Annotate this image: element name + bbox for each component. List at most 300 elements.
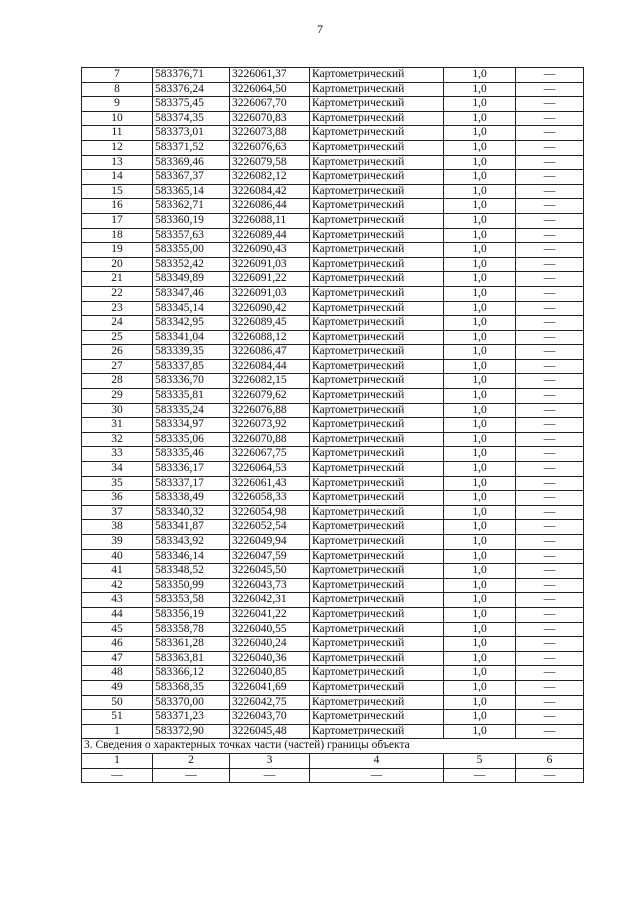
y-coordinate-cell: 3226086,47 — [230, 345, 310, 360]
description-cell: — — [516, 199, 584, 214]
table-row — [82, 286, 584, 301]
table-row — [82, 680, 584, 695]
description-cell: — — [516, 272, 584, 287]
accuracy-cell: 1,0 — [444, 140, 516, 155]
description-cell: — — [516, 564, 584, 579]
method-cell: Картометрический — [310, 111, 444, 126]
point-number-cell: 32 — [82, 432, 153, 447]
accuracy-cell: 1,0 — [444, 286, 516, 301]
table-row — [82, 403, 584, 418]
section3-header-cell: 5 — [444, 753, 516, 768]
accuracy-cell: 1,0 — [444, 724, 516, 739]
table-row — [82, 432, 584, 447]
table-row — [82, 301, 584, 316]
point-number-cell: 13 — [82, 155, 153, 170]
table-row — [82, 651, 584, 666]
y-coordinate-cell: 3226043,70 — [230, 710, 310, 725]
point-number-cell: 14 — [82, 170, 153, 185]
method-cell: Картометрический — [310, 82, 444, 97]
point-number-cell: 44 — [82, 607, 153, 622]
point-number-cell: 7 — [82, 68, 153, 83]
table-row — [82, 359, 584, 374]
x-coordinate-cell: 583361,28 — [153, 637, 230, 652]
table-row — [82, 666, 584, 681]
x-coordinate-cell: 583336,70 — [153, 374, 230, 389]
x-coordinate-cell: 583337,85 — [153, 359, 230, 374]
method-cell: Картометрический — [310, 710, 444, 725]
description-cell: — — [516, 724, 584, 739]
table-row — [82, 82, 584, 97]
section3-block — [82, 739, 584, 783]
method-cell: Картометрический — [310, 97, 444, 112]
accuracy-cell: 1,0 — [444, 710, 516, 725]
x-coordinate-cell: 583342,95 — [153, 316, 230, 331]
x-coordinate-cell: 583372,90 — [153, 724, 230, 739]
method-cell: Картометрический — [310, 622, 444, 637]
x-coordinate-cell: 583369,46 — [153, 155, 230, 170]
table-row — [82, 549, 584, 564]
y-coordinate-cell: 3226067,70 — [230, 97, 310, 112]
y-coordinate-cell: 3226040,85 — [230, 666, 310, 681]
y-coordinate-cell: 3226079,62 — [230, 389, 310, 404]
x-coordinate-cell: 583347,46 — [153, 286, 230, 301]
accuracy-cell: 1,0 — [444, 637, 516, 652]
point-number-cell: 18 — [82, 228, 153, 243]
x-coordinate-cell: 583335,46 — [153, 447, 230, 462]
x-coordinate-cell: 583355,00 — [153, 243, 230, 258]
y-coordinate-cell: 3226088,12 — [230, 330, 310, 345]
accuracy-cell: 1,0 — [444, 549, 516, 564]
x-coordinate-cell: 583367,37 — [153, 170, 230, 185]
accuracy-cell: 1,0 — [444, 695, 516, 710]
y-coordinate-cell: 3226079,58 — [230, 155, 310, 170]
table-row — [82, 447, 584, 462]
accuracy-cell: 1,0 — [444, 243, 516, 258]
x-coordinate-cell: 583357,63 — [153, 228, 230, 243]
y-coordinate-cell: 3226054,98 — [230, 505, 310, 520]
accuracy-cell: 1,0 — [444, 97, 516, 112]
method-cell: Картометрический — [310, 155, 444, 170]
point-number-cell: 37 — [82, 505, 153, 520]
y-coordinate-cell: 3226042,75 — [230, 695, 310, 710]
x-coordinate-cell: 583341,04 — [153, 330, 230, 345]
description-cell: — — [516, 330, 584, 345]
point-number-cell: 22 — [82, 286, 153, 301]
x-coordinate-cell: 583336,17 — [153, 462, 230, 477]
section3-header-cell: 2 — [153, 753, 230, 768]
point-number-cell: 11 — [82, 126, 153, 141]
description-cell: — — [516, 637, 584, 652]
y-coordinate-cell: 3226067,75 — [230, 447, 310, 462]
point-number-cell: 12 — [82, 140, 153, 155]
table-row — [82, 184, 584, 199]
x-coordinate-cell: 583353,58 — [153, 593, 230, 608]
description-cell: — — [516, 462, 584, 477]
description-cell: — — [516, 535, 584, 550]
accuracy-cell: 1,0 — [444, 213, 516, 228]
x-coordinate-cell: 583358,78 — [153, 622, 230, 637]
method-cell: Картометрический — [310, 724, 444, 739]
y-coordinate-cell: 3226089,45 — [230, 316, 310, 331]
x-coordinate-cell: 583350,99 — [153, 578, 230, 593]
description-cell: — — [516, 345, 584, 360]
method-cell: Картометрический — [310, 491, 444, 506]
x-coordinate-cell: 583345,14 — [153, 301, 230, 316]
section3-header-cell: 1 — [82, 753, 153, 768]
table-row — [82, 535, 584, 550]
accuracy-cell: 1,0 — [444, 126, 516, 141]
description-cell: — — [516, 97, 584, 112]
y-coordinate-cell: 3226091,22 — [230, 272, 310, 287]
table-row — [82, 622, 584, 637]
description-cell: — — [516, 155, 584, 170]
method-cell: Картометрический — [310, 286, 444, 301]
point-number-cell: 8 — [82, 82, 153, 97]
table-row — [82, 505, 584, 520]
point-number-cell: 17 — [82, 213, 153, 228]
point-number-cell: 23 — [82, 301, 153, 316]
accuracy-cell: 1,0 — [444, 622, 516, 637]
method-cell: Картометрический — [310, 549, 444, 564]
x-coordinate-cell: 583339,35 — [153, 345, 230, 360]
coordinates-table — [81, 67, 584, 783]
method-cell: Картометрический — [310, 68, 444, 83]
description-cell: — — [516, 491, 584, 506]
y-coordinate-cell: 3226076,63 — [230, 140, 310, 155]
description-cell: — — [516, 213, 584, 228]
method-cell: Картометрический — [310, 359, 444, 374]
table-row — [82, 695, 584, 710]
description-cell: — — [516, 170, 584, 185]
method-cell: Картометрический — [310, 213, 444, 228]
x-coordinate-cell: 583335,81 — [153, 389, 230, 404]
y-coordinate-cell: 3226070,83 — [230, 111, 310, 126]
method-cell: Картометрический — [310, 199, 444, 214]
method-cell: Картометрический — [310, 272, 444, 287]
accuracy-cell: 1,0 — [444, 520, 516, 535]
point-number-cell: 46 — [82, 637, 153, 652]
accuracy-cell: 1,0 — [444, 345, 516, 360]
description-cell: — — [516, 578, 584, 593]
point-number-cell: 1 — [82, 724, 153, 739]
method-cell: Картометрический — [310, 680, 444, 695]
description-cell: — — [516, 447, 584, 462]
point-number-cell: 36 — [82, 491, 153, 506]
description-cell: — — [516, 476, 584, 491]
description-cell: — — [516, 432, 584, 447]
description-cell: — — [516, 140, 584, 155]
method-cell: Картометрический — [310, 447, 444, 462]
description-cell: — — [516, 243, 584, 258]
accuracy-cell: 1,0 — [444, 68, 516, 83]
x-coordinate-cell: 583338,49 — [153, 491, 230, 506]
y-coordinate-cell: 3226073,88 — [230, 126, 310, 141]
table-row — [82, 68, 584, 83]
point-number-cell: 24 — [82, 316, 153, 331]
accuracy-cell: 1,0 — [444, 257, 516, 272]
point-number-cell: 33 — [82, 447, 153, 462]
accuracy-cell: 1,0 — [444, 403, 516, 418]
description-cell: — — [516, 359, 584, 374]
table-row — [82, 724, 584, 739]
y-coordinate-cell: 3226089,44 — [230, 228, 310, 243]
method-cell: Картометрический — [310, 564, 444, 579]
page-number: 7 — [317, 22, 323, 36]
x-coordinate-cell: 583346,14 — [153, 549, 230, 564]
table-row — [82, 97, 584, 112]
method-cell: Картометрический — [310, 126, 444, 141]
method-cell: Картометрический — [310, 476, 444, 491]
method-cell: Картометрический — [310, 374, 444, 389]
x-coordinate-cell: 583334,97 — [153, 418, 230, 433]
accuracy-cell: 1,0 — [444, 170, 516, 185]
accuracy-cell: 1,0 — [444, 359, 516, 374]
accuracy-cell: 1,0 — [444, 82, 516, 97]
table-row — [82, 710, 584, 725]
point-number-cell: 25 — [82, 330, 153, 345]
method-cell: Картометрический — [310, 505, 444, 520]
y-coordinate-cell: 3226064,53 — [230, 462, 310, 477]
accuracy-cell: 1,0 — [444, 564, 516, 579]
accuracy-cell: 1,0 — [444, 316, 516, 331]
accuracy-cell: 1,0 — [444, 505, 516, 520]
description-cell: — — [516, 111, 584, 126]
table-row — [82, 213, 584, 228]
method-cell: Картометрический — [310, 578, 444, 593]
description-cell: — — [516, 680, 584, 695]
accuracy-cell: 1,0 — [444, 199, 516, 214]
y-coordinate-cell: 3226061,43 — [230, 476, 310, 491]
y-coordinate-cell: 3226040,55 — [230, 622, 310, 637]
section3-empty-cell: — — [82, 768, 153, 783]
table-row — [82, 228, 584, 243]
y-coordinate-cell: 3226045,48 — [230, 724, 310, 739]
description-cell: — — [516, 301, 584, 316]
method-cell: Картометрический — [310, 170, 444, 185]
table-row — [82, 199, 584, 214]
x-coordinate-cell: 583348,52 — [153, 564, 230, 579]
table-row — [82, 316, 584, 331]
method-cell: Картометрический — [310, 607, 444, 622]
table-row — [82, 126, 584, 141]
y-coordinate-cell: 3226047,59 — [230, 549, 310, 564]
point-number-cell: 38 — [82, 520, 153, 535]
description-cell: — — [516, 505, 584, 520]
accuracy-cell: 1,0 — [444, 228, 516, 243]
x-coordinate-cell: 583371,23 — [153, 710, 230, 725]
table-row — [82, 476, 584, 491]
method-cell: Картометрический — [310, 666, 444, 681]
point-number-cell: 47 — [82, 651, 153, 666]
method-cell: Картометрический — [310, 432, 444, 447]
point-number-cell: 45 — [82, 622, 153, 637]
description-cell: — — [516, 651, 584, 666]
section3-title: 3. Сведения о характерных точках части (частей) границы объекта — [82, 739, 584, 754]
point-number-cell: 43 — [82, 593, 153, 608]
table-row — [82, 272, 584, 287]
accuracy-cell: 1,0 — [444, 593, 516, 608]
y-coordinate-cell: 3226052,54 — [230, 520, 310, 535]
method-cell: Картометрический — [310, 257, 444, 272]
y-coordinate-cell: 3226076,88 — [230, 403, 310, 418]
description-cell: — — [516, 622, 584, 637]
x-coordinate-cell: 583371,52 — [153, 140, 230, 155]
description-cell: — — [516, 184, 584, 199]
x-coordinate-cell: 583341,87 — [153, 520, 230, 535]
method-cell: Картометрический — [310, 243, 444, 258]
section3-header-row — [82, 753, 584, 768]
y-coordinate-cell: 3226091,03 — [230, 257, 310, 272]
table-row — [82, 607, 584, 622]
x-coordinate-cell: 583343,92 — [153, 535, 230, 550]
x-coordinate-cell: 583335,24 — [153, 403, 230, 418]
y-coordinate-cell: 3226058,33 — [230, 491, 310, 506]
method-cell: Картометрический — [310, 403, 444, 418]
accuracy-cell: 1,0 — [444, 607, 516, 622]
x-coordinate-cell: 583335,06 — [153, 432, 230, 447]
x-coordinate-cell: 583366,12 — [153, 666, 230, 681]
x-coordinate-cell: 583352,42 — [153, 257, 230, 272]
method-cell: Картометрический — [310, 520, 444, 535]
method-cell: Картометрический — [310, 389, 444, 404]
description-cell: — — [516, 549, 584, 564]
point-number-cell: 26 — [82, 345, 153, 360]
x-coordinate-cell: 583368,35 — [153, 680, 230, 695]
y-coordinate-cell: 3226070,88 — [230, 432, 310, 447]
method-cell: Картометрический — [310, 462, 444, 477]
description-cell: — — [516, 126, 584, 141]
description-cell: — — [516, 228, 584, 243]
method-cell: Картометрический — [310, 637, 444, 652]
accuracy-cell: 1,0 — [444, 330, 516, 345]
point-number-cell: 50 — [82, 695, 153, 710]
accuracy-cell: 1,0 — [444, 447, 516, 462]
accuracy-cell: 1,0 — [444, 374, 516, 389]
point-number-cell: 41 — [82, 564, 153, 579]
table-row — [82, 155, 584, 170]
y-coordinate-cell: 3226040,36 — [230, 651, 310, 666]
x-coordinate-cell: 583356,19 — [153, 607, 230, 622]
accuracy-cell: 1,0 — [444, 389, 516, 404]
y-coordinate-cell: 3226091,03 — [230, 286, 310, 301]
y-coordinate-cell: 3226041,69 — [230, 680, 310, 695]
point-number-cell: 27 — [82, 359, 153, 374]
table-row — [82, 243, 584, 258]
y-coordinate-cell: 3226090,43 — [230, 243, 310, 258]
accuracy-cell: 1,0 — [444, 432, 516, 447]
y-coordinate-cell: 3226082,15 — [230, 374, 310, 389]
accuracy-cell: 1,0 — [444, 476, 516, 491]
y-coordinate-cell: 3226073,92 — [230, 418, 310, 433]
section3-empty-cell: — — [230, 768, 310, 783]
x-coordinate-cell: 583340,32 — [153, 505, 230, 520]
x-coordinate-cell: 583376,71 — [153, 68, 230, 83]
accuracy-cell: 1,0 — [444, 184, 516, 199]
description-cell: — — [516, 710, 584, 725]
point-number-cell: 49 — [82, 680, 153, 695]
point-number-cell: 31 — [82, 418, 153, 433]
point-number-cell: 28 — [82, 374, 153, 389]
accuracy-cell: 1,0 — [444, 535, 516, 550]
y-coordinate-cell: 3226084,42 — [230, 184, 310, 199]
x-coordinate-cell: 583349,89 — [153, 272, 230, 287]
description-cell: — — [516, 286, 584, 301]
point-number-cell: 10 — [82, 111, 153, 126]
description-cell: — — [516, 374, 584, 389]
description-cell: — — [516, 68, 584, 83]
description-cell: — — [516, 257, 584, 272]
section3-header-cell: 3 — [230, 753, 310, 768]
table-row — [82, 257, 584, 272]
description-cell: — — [516, 607, 584, 622]
x-coordinate-cell: 583365,14 — [153, 184, 230, 199]
x-coordinate-cell: 583376,24 — [153, 82, 230, 97]
point-number-cell: 39 — [82, 535, 153, 550]
x-coordinate-cell: 583360,19 — [153, 213, 230, 228]
description-cell: — — [516, 520, 584, 535]
point-number-cell: 29 — [82, 389, 153, 404]
point-number-cell: 30 — [82, 403, 153, 418]
method-cell: Картометрический — [310, 184, 444, 199]
y-coordinate-cell: 3226040,24 — [230, 637, 310, 652]
method-cell: Картометрический — [310, 330, 444, 345]
table-row — [82, 637, 584, 652]
point-number-cell: 20 — [82, 257, 153, 272]
accuracy-cell: 1,0 — [444, 155, 516, 170]
accuracy-cell: 1,0 — [444, 491, 516, 506]
method-cell: Картометрический — [310, 228, 444, 243]
table-row — [82, 170, 584, 185]
y-coordinate-cell: 3226041,22 — [230, 607, 310, 622]
y-coordinate-cell: 3226064,50 — [230, 82, 310, 97]
method-cell: Картометрический — [310, 651, 444, 666]
section3-empty-cell: — — [310, 768, 444, 783]
description-cell: — — [516, 316, 584, 331]
table-row — [82, 520, 584, 535]
point-number-cell: 35 — [82, 476, 153, 491]
point-number-cell: 34 — [82, 462, 153, 477]
method-cell: Картометрический — [310, 695, 444, 710]
accuracy-cell: 1,0 — [444, 418, 516, 433]
x-coordinate-cell: 583362,71 — [153, 199, 230, 214]
table-row — [82, 389, 584, 404]
table-row — [82, 374, 584, 389]
section3-header-cell: 4 — [310, 753, 444, 768]
method-cell: Картометрический — [310, 593, 444, 608]
x-coordinate-cell: 583375,45 — [153, 97, 230, 112]
description-cell: — — [516, 593, 584, 608]
table-row — [82, 462, 584, 477]
section3-empty-row — [82, 768, 584, 783]
description-cell: — — [516, 389, 584, 404]
point-number-cell: 42 — [82, 578, 153, 593]
accuracy-cell: 1,0 — [444, 651, 516, 666]
table-row — [82, 578, 584, 593]
description-cell: — — [516, 82, 584, 97]
table-row — [82, 564, 584, 579]
point-number-cell: 15 — [82, 184, 153, 199]
table-row — [82, 140, 584, 155]
y-coordinate-cell: 3226088,11 — [230, 213, 310, 228]
accuracy-cell: 1,0 — [444, 680, 516, 695]
y-coordinate-cell: 3226043,73 — [230, 578, 310, 593]
point-number-cell: 40 — [82, 549, 153, 564]
description-cell: — — [516, 695, 584, 710]
y-coordinate-cell: 3226086,44 — [230, 199, 310, 214]
coordinates-table-body — [82, 68, 584, 739]
x-coordinate-cell: 583363,81 — [153, 651, 230, 666]
table-row — [82, 330, 584, 345]
